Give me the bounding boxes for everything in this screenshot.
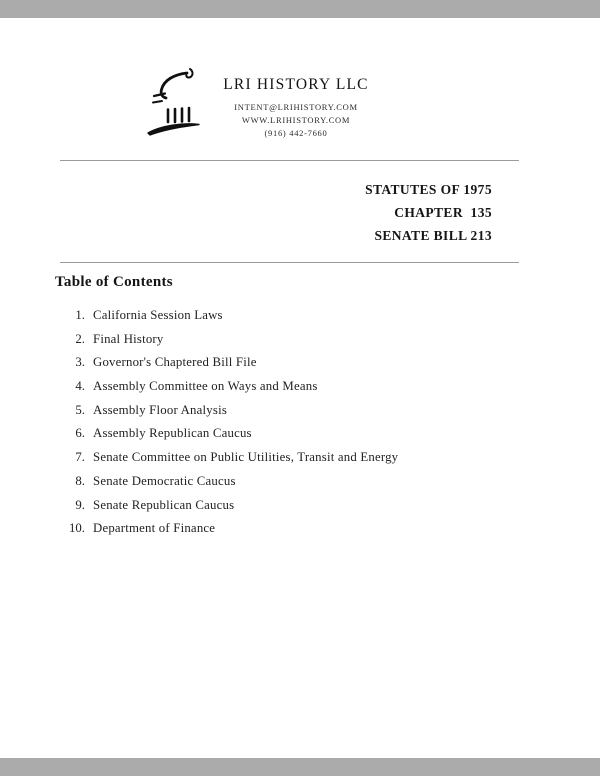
toc-item-label: Final History	[93, 331, 164, 346]
toc-item-label: Senate Committee on Public Utilities, Transit and Energy	[93, 450, 399, 465]
toc-item-number: 10.	[69, 521, 85, 536]
toc-item	[58, 380, 538, 393]
toc-item	[58, 356, 538, 369]
toc-item	[58, 404, 538, 417]
statute-line-bill: SENATE BILL 213	[374, 228, 492, 243]
toc-item	[58, 522, 538, 535]
company-name: LRI HISTORY LLC	[223, 76, 369, 93]
company-phone: (916) 442-7660	[264, 128, 328, 138]
toc-item	[58, 451, 538, 464]
toc-item-number: 4.	[75, 379, 85, 394]
company-website: WWW.LRIHISTORY.COM	[241, 115, 351, 125]
toc-item-label: Assembly Committee on Ways and Means	[93, 379, 318, 394]
divider-bottom	[60, 262, 519, 263]
toc-item-number: 3.	[75, 355, 85, 370]
toc-item-label: Senate Republican Caucus	[93, 497, 235, 512]
statute-line-statutes: STATUTES OF 1975	[365, 182, 492, 197]
viewer-margin-top	[0, 0, 600, 18]
toc-item-number: 2.	[75, 331, 85, 346]
toc-item-label: California Session Laws	[93, 308, 223, 322]
toc-item	[58, 475, 538, 488]
toc-item	[58, 427, 538, 440]
toc-item	[58, 309, 538, 322]
toc-item-number: 8.	[75, 473, 85, 488]
toc-item-label: Department of Finance	[93, 521, 216, 536]
toc-item-label: Governor's Chaptered Bill File	[93, 355, 257, 370]
company-email: INTENT@LRIHISTORY.COM	[234, 102, 358, 112]
toc-item-number: 1.	[75, 308, 85, 322]
toc-list	[58, 309, 538, 546]
statute-reference-block	[365, 178, 492, 247]
toc-item-label: Senate Democratic Caucus	[93, 473, 236, 488]
viewer-margin-bottom	[0, 758, 600, 776]
toc-item-number: 6.	[75, 426, 85, 441]
toc-item-number: 7.	[75, 450, 85, 465]
divider-top	[60, 160, 519, 161]
toc-item-label: Assembly Republican Caucus	[93, 426, 252, 441]
toc-item-label: Assembly Floor Analysis	[93, 402, 227, 417]
toc-item	[58, 333, 538, 346]
toc-item	[58, 499, 538, 512]
statute-line-chapter: CHAPTER 135	[394, 205, 492, 220]
toc-item-number: 9.	[75, 497, 85, 512]
lri-calligraphy-logo-icon	[143, 66, 207, 138]
letterhead-text	[216, 76, 376, 140]
document-page	[0, 18, 600, 758]
toc-item-number: 5.	[75, 402, 85, 417]
toc-title: Table of Contents	[55, 274, 173, 290]
